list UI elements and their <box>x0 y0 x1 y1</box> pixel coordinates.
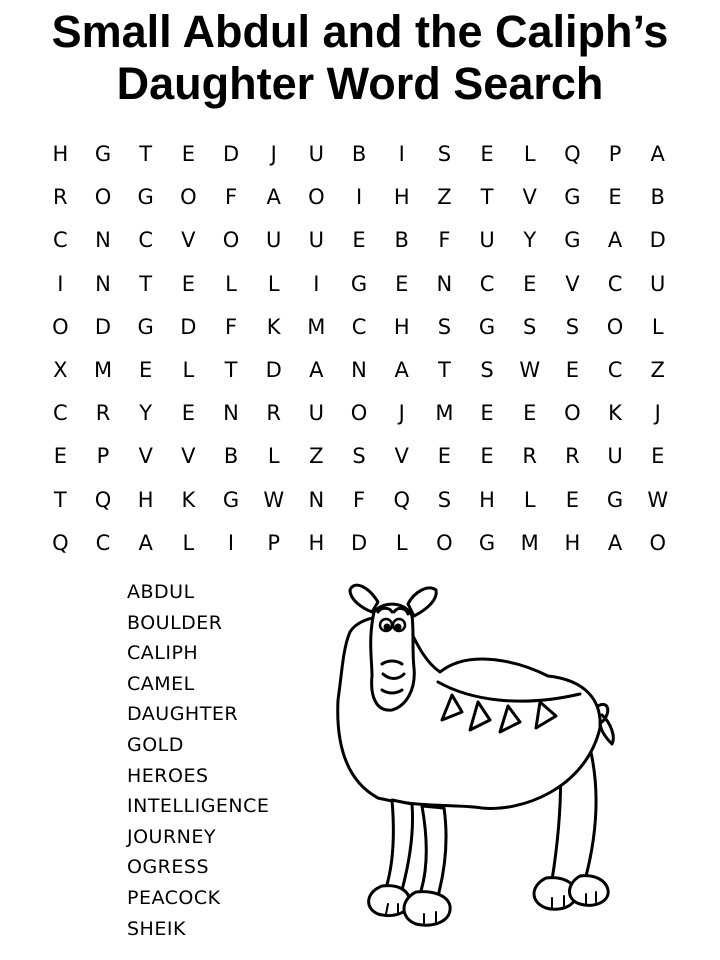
camel-illustration <box>325 572 625 942</box>
grid-letter: X <box>53 357 68 382</box>
grid-letter: H <box>52 142 69 166</box>
grid-letter: T <box>53 487 67 512</box>
letter-grid <box>39 133 679 565</box>
grid-row <box>39 392 679 435</box>
grid-row <box>39 522 679 565</box>
grid-letter: L <box>182 357 195 382</box>
grid-letter: M <box>93 357 113 382</box>
grid-letter: B <box>650 185 665 210</box>
grid-letter: Q <box>393 487 410 512</box>
grid-letter: A <box>394 357 409 382</box>
grid-letter: U <box>266 228 282 253</box>
grid-letter: O <box>308 185 325 210</box>
grid-letter: L <box>395 530 408 555</box>
word-list-item: DAUGHTER <box>127 703 239 726</box>
grid-letter: P <box>608 142 622 166</box>
grid-letter: O <box>649 530 666 555</box>
grid-letter: F <box>438 228 451 253</box>
word-list-item: INTELLIGENCE <box>127 795 270 818</box>
grid-letter: R <box>266 401 281 426</box>
grid-letter: L <box>182 530 195 555</box>
grid-letter: E <box>565 487 580 512</box>
grid-letter: B <box>223 444 239 469</box>
grid-letter: N <box>223 401 239 426</box>
grid-letter: O <box>564 401 581 426</box>
word-list-item: JOURNEY <box>127 825 216 848</box>
grid-letter: Y <box>523 228 537 253</box>
grid-letter: B <box>351 142 367 166</box>
grid-letter: J <box>270 142 277 166</box>
grid-letter: C <box>53 401 68 426</box>
grid-letter: U <box>650 271 666 296</box>
grid-letter: I <box>398 142 405 166</box>
grid-letter: Q <box>94 487 112 512</box>
grid-letter: S <box>480 357 494 382</box>
grid-letter: E <box>53 444 67 469</box>
grid-letter: D <box>265 357 282 382</box>
grid-letter: E <box>181 271 195 296</box>
grid-letter: C <box>607 271 623 296</box>
grid-row <box>39 435 679 478</box>
word-list-item: BOULDER <box>127 611 223 634</box>
grid-letter: T <box>224 357 238 382</box>
grid-letter: S <box>565 314 580 339</box>
grid-letter: N <box>308 487 325 512</box>
grid-letter: A <box>309 357 324 382</box>
grid-letter: S <box>523 314 537 339</box>
word-list-item: CAMEL <box>127 672 195 695</box>
grid-letter: G <box>94 142 112 166</box>
word-list-item: CALIPH <box>127 642 199 665</box>
grid-letter: E <box>651 444 665 469</box>
grid-letter: J <box>398 401 405 426</box>
grid-letter: N <box>436 271 453 296</box>
grid-letter: Z <box>437 185 452 210</box>
grid-letter: U <box>308 228 325 253</box>
grid-letter: E <box>480 142 494 166</box>
grid-letter: T <box>480 185 494 210</box>
grid-letter: R <box>565 444 580 469</box>
grid-letter: U <box>479 228 495 253</box>
grid-letter: A <box>266 185 281 210</box>
grid-letter: E <box>565 357 580 382</box>
grid-letter: L <box>651 314 664 339</box>
grid-row <box>39 349 679 392</box>
grid-letter: M <box>520 530 539 555</box>
grid-row <box>39 479 679 522</box>
grid-letter: P <box>267 530 281 555</box>
grid-letter: T <box>437 357 451 382</box>
grid-letter: Y <box>139 401 153 426</box>
grid-letter: G <box>564 185 581 210</box>
grid-letter: K <box>181 487 196 512</box>
grid-letter: K <box>608 401 622 426</box>
grid-letter: E <box>480 401 494 426</box>
grid-letter: T <box>139 271 153 296</box>
grid-letter: O <box>350 401 368 426</box>
grid-letter: V <box>522 185 537 210</box>
grid-letter: D <box>180 314 197 339</box>
grid-letter: H <box>564 530 581 555</box>
grid-letter: C <box>607 357 623 382</box>
grid-letter: R <box>522 444 538 469</box>
grid-letter: G <box>350 271 368 296</box>
grid-letter: I <box>227 530 235 555</box>
grid-letter: E <box>437 444 452 469</box>
grid-letter: L <box>523 142 536 166</box>
grid-letter: G <box>478 530 496 555</box>
grid-row <box>39 263 679 306</box>
grid-letter: N <box>351 357 367 382</box>
grid-letter: O <box>52 314 69 339</box>
grid-letter: V <box>181 228 196 253</box>
grid-letter: O <box>94 185 112 210</box>
grid-letter: C <box>138 228 154 253</box>
grid-letter: M <box>307 314 326 339</box>
grid-letter: E <box>523 271 537 296</box>
grid-letter: E <box>395 271 409 296</box>
grid-letter: Z <box>650 357 665 382</box>
grid-letter: M <box>435 401 454 426</box>
grid-letter: S <box>437 142 452 166</box>
grid-letter: L <box>523 487 536 512</box>
grid-row <box>39 133 679 176</box>
grid-letter: E <box>523 401 537 426</box>
grid-letter: O <box>606 314 624 339</box>
grid-letter: O <box>436 530 453 555</box>
grid-letter: A <box>650 142 665 166</box>
word-list-item: PEACOCK <box>127 886 221 909</box>
grid-letter: R <box>53 185 68 210</box>
grid-letter: T <box>139 142 153 166</box>
grid-letter: F <box>224 185 238 210</box>
grid-letter: L <box>225 271 237 296</box>
title-line-2: Daughter Word Search <box>116 58 604 109</box>
grid-letter: G <box>606 487 624 512</box>
grid-letter: D <box>222 142 240 166</box>
grid-letter: W <box>519 357 541 382</box>
grid-letter: E <box>181 401 195 426</box>
grid-letter: K <box>266 314 281 339</box>
grid-letter: D <box>94 314 112 339</box>
grid-letter: H <box>479 487 495 512</box>
grid-letter: E <box>181 142 195 166</box>
grid-letter: B <box>394 228 409 253</box>
grid-letter: H <box>308 530 325 555</box>
grid-letter: V <box>394 444 409 469</box>
grid-letter: H <box>393 185 410 210</box>
grid-letter: N <box>95 228 111 253</box>
grid-letter: Z <box>309 444 324 469</box>
grid-letter: G <box>222 487 240 512</box>
grid-letter: L <box>267 271 280 296</box>
grid-letter: Q <box>564 142 581 166</box>
grid-letter: S <box>437 487 452 512</box>
grid-letter: A <box>607 228 623 253</box>
grid-letter: C <box>53 228 68 253</box>
grid-letter: W <box>263 487 285 512</box>
word-list-item: OGRESS <box>127 856 210 879</box>
grid-letter: S <box>437 314 452 339</box>
grid-letter: A <box>138 530 153 555</box>
grid-letter: C <box>479 271 495 296</box>
grid-letter: L <box>267 444 280 469</box>
grid-row <box>39 176 679 219</box>
grid-letter: I <box>313 271 320 296</box>
grid-letter: H <box>393 314 410 339</box>
grid-letter: V <box>565 271 580 296</box>
page-title <box>0 6 720 110</box>
grid-letter: C <box>351 314 367 339</box>
grid-letter: U <box>308 401 325 426</box>
grid-letter: U <box>308 142 325 166</box>
grid-letter: D <box>350 530 368 555</box>
grid-row <box>39 306 679 349</box>
grid-letter: F <box>224 314 238 339</box>
grid-letter: G <box>137 185 154 210</box>
grid-letter: A <box>607 530 623 555</box>
grid-letter: R <box>95 401 111 426</box>
grid-letter: J <box>654 401 661 426</box>
grid-letter: O <box>222 228 240 253</box>
grid-letter: E <box>480 444 494 469</box>
grid-letter: V <box>138 444 153 469</box>
word-list-item: SHEIK <box>127 917 186 940</box>
word-list-item: HEROES <box>127 764 209 787</box>
grid-letter: N <box>95 271 111 296</box>
grid-letter: V <box>181 444 196 469</box>
word-list-item: GOLD <box>127 733 184 756</box>
grid-letter: G <box>137 314 154 339</box>
grid-letter: O <box>180 185 197 210</box>
grid-letter: E <box>139 357 153 382</box>
word-list <box>127 577 269 944</box>
grid-letter: G <box>564 228 581 253</box>
grid-letter: W <box>647 487 669 512</box>
grid-letter: I <box>355 185 363 210</box>
grid-letter: U <box>607 444 623 469</box>
grid-letter: E <box>352 228 366 253</box>
grid-letter: E <box>608 185 622 210</box>
word-list-item: ABDUL <box>127 581 195 603</box>
grid-letter: F <box>352 487 366 512</box>
grid-letter: H <box>137 487 154 512</box>
grid-letter: C <box>95 530 111 555</box>
grid-letter: S <box>352 444 366 469</box>
grid-letter: G <box>478 314 496 339</box>
grid-letter: I <box>57 271 64 296</box>
grid-letter: P <box>96 444 110 469</box>
grid-letter: D <box>649 228 666 253</box>
title-line-1: Small Abdul and the Caliph’s <box>51 6 669 57</box>
grid-letter: Q <box>52 530 69 555</box>
grid-row <box>39 219 679 262</box>
